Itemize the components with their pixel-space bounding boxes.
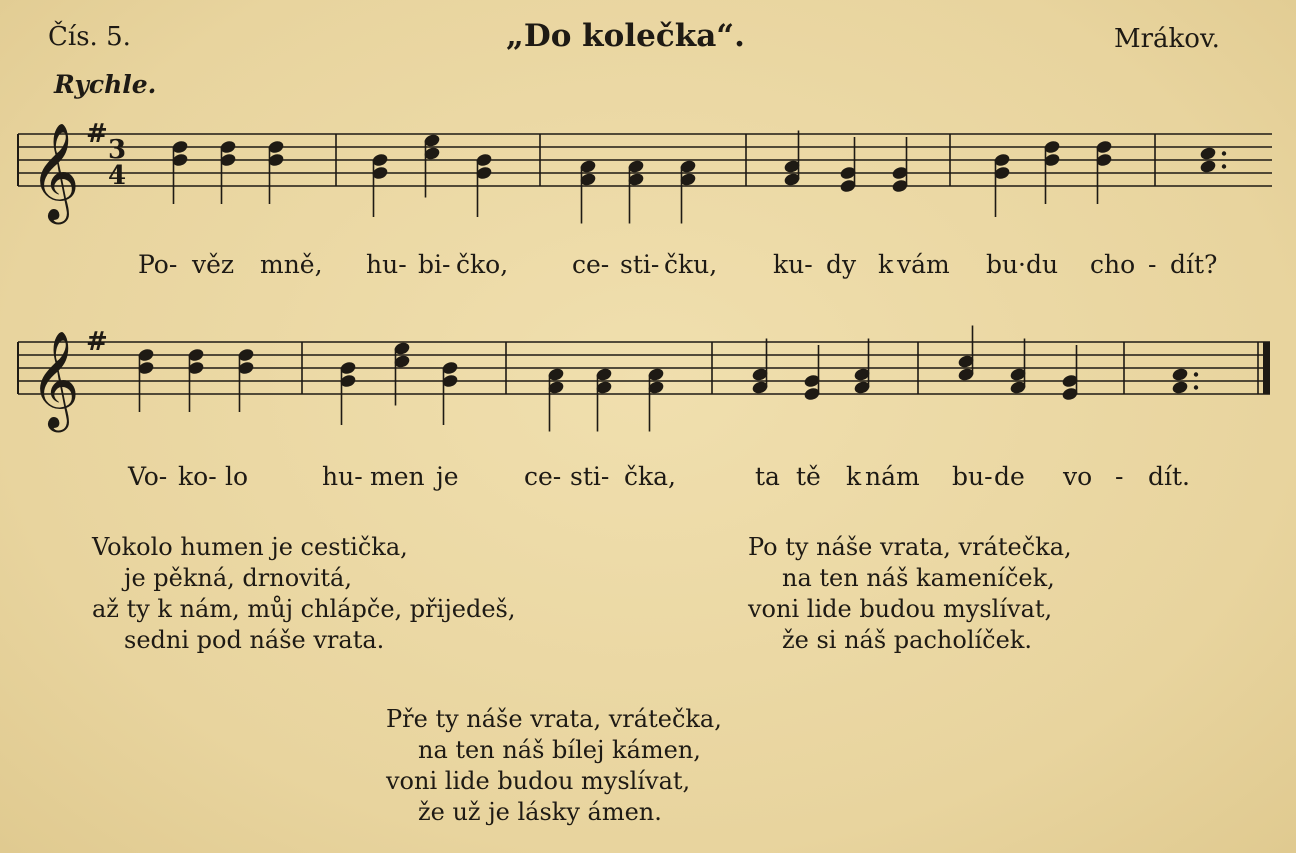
lyric-syllable: k [878,250,894,279]
lyric-syllable: k [846,462,862,491]
verse-line: že už je lásky ámen. [418,798,662,826]
verse-line: voni lide budou myslívat, [386,767,691,795]
lyric-syllable: hu- [322,462,363,491]
time-signature-top: 3 [108,135,127,165]
lyric-syllable: - [1115,462,1124,491]
lyric-syllable: cho [1090,250,1136,279]
notehead [1171,367,1189,382]
lyric-syllable: vám [897,250,950,279]
lyric-syllable: dít? [1170,250,1218,279]
augmentation-dot [1222,151,1226,155]
verse-line: Pře ty náše vrata, vrátečka, [386,705,722,733]
lyric-syllable: ·du [1018,250,1059,279]
augmentation-dot [1222,164,1226,168]
verse-line: že si náš pacholíček. [782,626,1032,654]
lyric-syllable: věz [192,250,235,279]
sharp-key-signature-icon: # [86,119,108,149]
verse-line: sedni pod náše vrata. [124,626,385,654]
verse-line: Vokolo humen je cestička, [92,533,408,561]
lyric-syllable: tě [796,462,821,491]
song-title: „Do kolečka“. [506,18,745,54]
treble-clef-icon: 𝄞 [30,330,80,428]
lyric-syllable: čko, [456,250,509,279]
song-origin: Mrákov. [1114,24,1220,54]
lyric-syllable: Po- [138,250,178,279]
verse-center [386,704,722,828]
lyric-syllable: nám [865,462,920,491]
lyric-syllable: ku- [773,250,813,279]
final-barline-thick [1263,342,1270,394]
lyric-syllable: ta [755,462,780,491]
time-signature-bottom: 4 [108,161,127,191]
verse-line: na ten náš kameníček, [782,564,1055,592]
augmentation-dot [1194,385,1198,389]
lyric-syllable: men [370,462,425,491]
lyric-syllable: čku, [664,250,718,279]
lyric-syllable: sti- [570,462,610,491]
lyric-syllable: de [994,462,1025,491]
lyric-syllable: ce- [524,462,562,491]
lyric-syllable: hu- [366,250,407,279]
lyric-syllable: čka, [624,462,677,491]
lyric-syllable: dít. [1148,462,1190,491]
notehead [1199,159,1217,174]
lyric-syllable: lo [225,462,249,491]
lyric-syllable: sti- [620,250,660,279]
lyric-syllable: ce- [572,250,610,279]
music-staff-2 [0,318,1296,448]
verse-line: Po ty náše vrata, vrátečka, [748,533,1072,561]
verse-line: až ty k nám, můj chlápče, přijedeš, [92,595,516,623]
lyric-syllable: mně, [260,250,323,279]
verse-line: na ten náš bílej kámen, [418,736,701,764]
tempo-marking: Rychle. [54,70,157,99]
lyric-syllable: dy [826,250,857,279]
notehead [1171,380,1189,395]
verse-right [748,532,1072,656]
sharp-key-signature-icon: # [86,327,108,357]
verse-line: je pěkná, drnovitá, [124,564,352,592]
augmentation-dot [1194,372,1198,376]
lyric-syllable: Vo- [128,462,168,491]
lyric-syllable: ko- [178,462,217,491]
verse-line: voni lide budou myslívat, [748,595,1053,623]
lyric-syllable: bu [986,250,1019,279]
lyric-syllable: bi- [418,250,451,279]
lyric-syllable: vo [1063,462,1093,491]
song-number: Čís. 5. [48,22,131,52]
treble-clef-icon: 𝄞 [30,122,80,220]
lyric-syllable: bu- [952,462,993,491]
lyric-syllable: - [1148,250,1157,279]
lyric-syllable: je [436,462,459,491]
notehead [1199,146,1217,161]
music-staff-1 [0,110,1296,240]
verse-left [92,532,515,656]
